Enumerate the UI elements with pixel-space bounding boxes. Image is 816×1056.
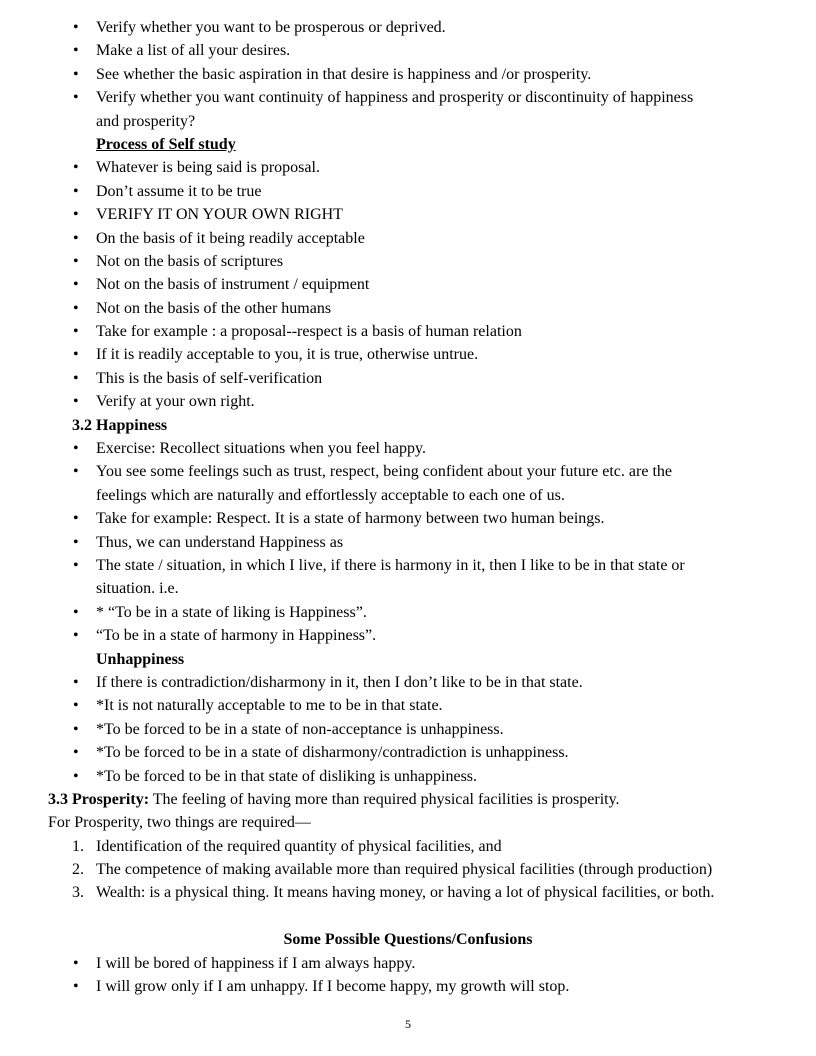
list-item-text: Not on the basis of the other humans (96, 299, 332, 317)
bullet-icon: • (73, 299, 79, 317)
list-item (48, 367, 788, 390)
item-number: 3. (72, 884, 84, 902)
numbered-item (48, 881, 788, 904)
subheading-text: Process of Self study (96, 135, 236, 153)
numbered-item-text: Identification of the required quantity of physical facilities, and (96, 837, 502, 855)
bullet-icon: • (73, 978, 79, 996)
subheading-text: Unhappiness (96, 650, 185, 668)
numbered-item-text: Wealth: is a physical thing. It means having money, or having a lot of physical facilities, or both. (96, 884, 715, 902)
paragraph (48, 811, 788, 834)
list-item-text: Not on the basis of instrument / equipment (96, 276, 370, 294)
list-item (48, 390, 788, 413)
list-item (48, 273, 788, 296)
list-item (48, 741, 788, 764)
list-item-continuation (48, 110, 788, 133)
list-item-text: If it is readily acceptable to you, it is true, otherwise untrue. (96, 346, 479, 364)
bullet-icon: • (73, 89, 79, 107)
list-item (48, 460, 788, 483)
list-item-text: *It is not naturally acceptable to me to be in that state. (96, 697, 443, 715)
list-item (48, 952, 788, 975)
section-heading (48, 414, 788, 437)
list-item (48, 671, 788, 694)
bullet-icon: • (73, 603, 79, 621)
bullet-icon: • (73, 229, 79, 247)
bullet-icon: • (73, 556, 79, 574)
bullet-icon: • (73, 42, 79, 60)
list-item (48, 507, 788, 530)
list-item (48, 601, 788, 624)
list-item-text: Take for example : a proposal--respect is a basis of human relation (96, 323, 522, 341)
list-item-text: Verify whether you want continuity of happiness and prosperity or discontinuity of happiness (96, 89, 694, 107)
bullet-icon: • (73, 440, 79, 458)
list-item-text: *To be forced to be in a state of disharmony/contradiction is unhappiness. (96, 744, 569, 762)
list-item (48, 227, 788, 250)
numbered-item-text: The competence of making available more than required physical facilities (through production) (96, 861, 713, 879)
list-item-text: I will grow only if I am unhappy. If I become happy, my growth will stop. (96, 978, 570, 996)
list-item (48, 975, 788, 998)
list-item (48, 86, 788, 109)
list-item (48, 63, 788, 86)
list-item-text: Exercise: Recollect situations when you feel happy. (96, 440, 426, 458)
list-item-text: If there is contradiction/disharmony in it, then I don’t like to be in that state. (96, 673, 583, 691)
list-item (48, 320, 788, 343)
list-item-text: VERIFY IT ON YOUR OWN RIGHT (96, 206, 343, 224)
bullet-icon: • (73, 720, 79, 738)
list-item-text: You see some feelings such as trust, respect, being confident about your future etc. are the (96, 463, 672, 481)
bullet-icon: • (73, 323, 79, 341)
numbered-item (48, 835, 788, 858)
list-item-text: Whatever is being said is proposal. (96, 159, 320, 177)
bullet-icon: • (73, 510, 79, 528)
bullet-icon: • (73, 463, 79, 481)
paragraph (48, 788, 788, 811)
list-item-text: See whether the basic aspiration in that desire is happiness and /or prosperity. (96, 65, 592, 83)
bullet-icon: • (73, 767, 79, 785)
list-item-text: *To be forced to be in that state of disliking is unhappiness. (96, 767, 478, 785)
list-item-text: I will be bored of happiness if I am always happy. (96, 954, 416, 972)
list-item (48, 765, 788, 788)
list-item-text: On the basis of it being readily acceptable (96, 229, 365, 247)
bullet-icon: • (73, 393, 79, 411)
numbered-item (48, 858, 788, 881)
bullet-icon: • (73, 533, 79, 551)
list-item (48, 554, 788, 577)
list-item (48, 694, 788, 717)
list-item-text: Verify whether you want to be prosperous or deprived. (96, 19, 446, 36)
item-number: 2. (72, 861, 84, 879)
page-number: 5 (405, 1017, 411, 1031)
bullet-icon: • (73, 369, 79, 387)
bullet-icon: • (73, 182, 79, 200)
list-item-text: Don’t assume it to be true (96, 182, 262, 200)
item-number: 1. (72, 837, 84, 855)
list-item (48, 531, 788, 554)
bullet-icon: • (73, 65, 79, 83)
bullet-icon: • (73, 276, 79, 294)
list-item-text: Thus, we can understand Happiness as (96, 533, 344, 551)
bullet-icon: • (73, 206, 79, 224)
list-item (48, 156, 788, 179)
bullet-icon: • (73, 19, 79, 36)
bullet-icon: • (73, 627, 79, 645)
list-item-text: “To be in a state of harmony in Happiness”. (96, 627, 377, 645)
list-item-text: and prosperity? (96, 112, 196, 130)
list-item-text: feelings which are naturally and effortlessly acceptable to each one of us. (96, 486, 565, 504)
list-item (48, 624, 788, 647)
list-item-continuation (48, 484, 788, 507)
paragraph-text: The feeling of having more than required physical facilities is prosperity. (149, 790, 620, 808)
bullet-icon: • (73, 159, 79, 177)
blank-line (48, 905, 788, 928)
list-item (48, 250, 788, 273)
list-item-text: The state / situation, in which I live, if there is harmony in it, then I like to be in that state or (96, 556, 685, 574)
document-body (48, 16, 788, 998)
list-item-text: Make a list of all your desires. (96, 42, 291, 60)
bullet-icon: • (73, 673, 79, 691)
list-item-text: * “To be in a state of liking is Happiness”. (96, 603, 367, 621)
bullet-icon: • (73, 954, 79, 972)
list-item-text: This is the basis of self-verification (96, 369, 323, 387)
list-item (48, 718, 788, 741)
bullet-icon: • (73, 252, 79, 270)
subheading (48, 648, 788, 671)
paragraph-text: For Prosperity, two things are required— (48, 814, 311, 832)
list-item-text: *To be forced to be in a state of non-acceptance is unhappiness. (96, 720, 504, 738)
list-item (48, 16, 788, 39)
list-item-continuation (48, 577, 788, 600)
subheading (48, 133, 788, 156)
paragraph-bold-lead: 3.3 Prosperity: (48, 790, 150, 808)
list-item-text: situation. i.e. (96, 580, 179, 598)
bullet-icon: • (73, 346, 79, 364)
section-heading-text: 3.2 Happiness (72, 416, 168, 434)
list-item-text: Not on the basis of scriptures (96, 252, 284, 270)
bullet-icon: • (73, 697, 79, 715)
list-item (48, 39, 788, 62)
list-item (48, 203, 788, 226)
centered-heading (48, 928, 768, 951)
list-item-text: Verify at your own right. (96, 393, 255, 411)
bullet-icon: • (73, 744, 79, 762)
list-item (48, 343, 788, 366)
list-item-text: Take for example: Respect. It is a state of harmony between two human beings. (96, 510, 605, 528)
list-item (48, 437, 788, 460)
centered-heading-text: Some Possible Questions/Confusions (283, 931, 533, 949)
list-item (48, 297, 788, 320)
list-item (48, 180, 788, 203)
